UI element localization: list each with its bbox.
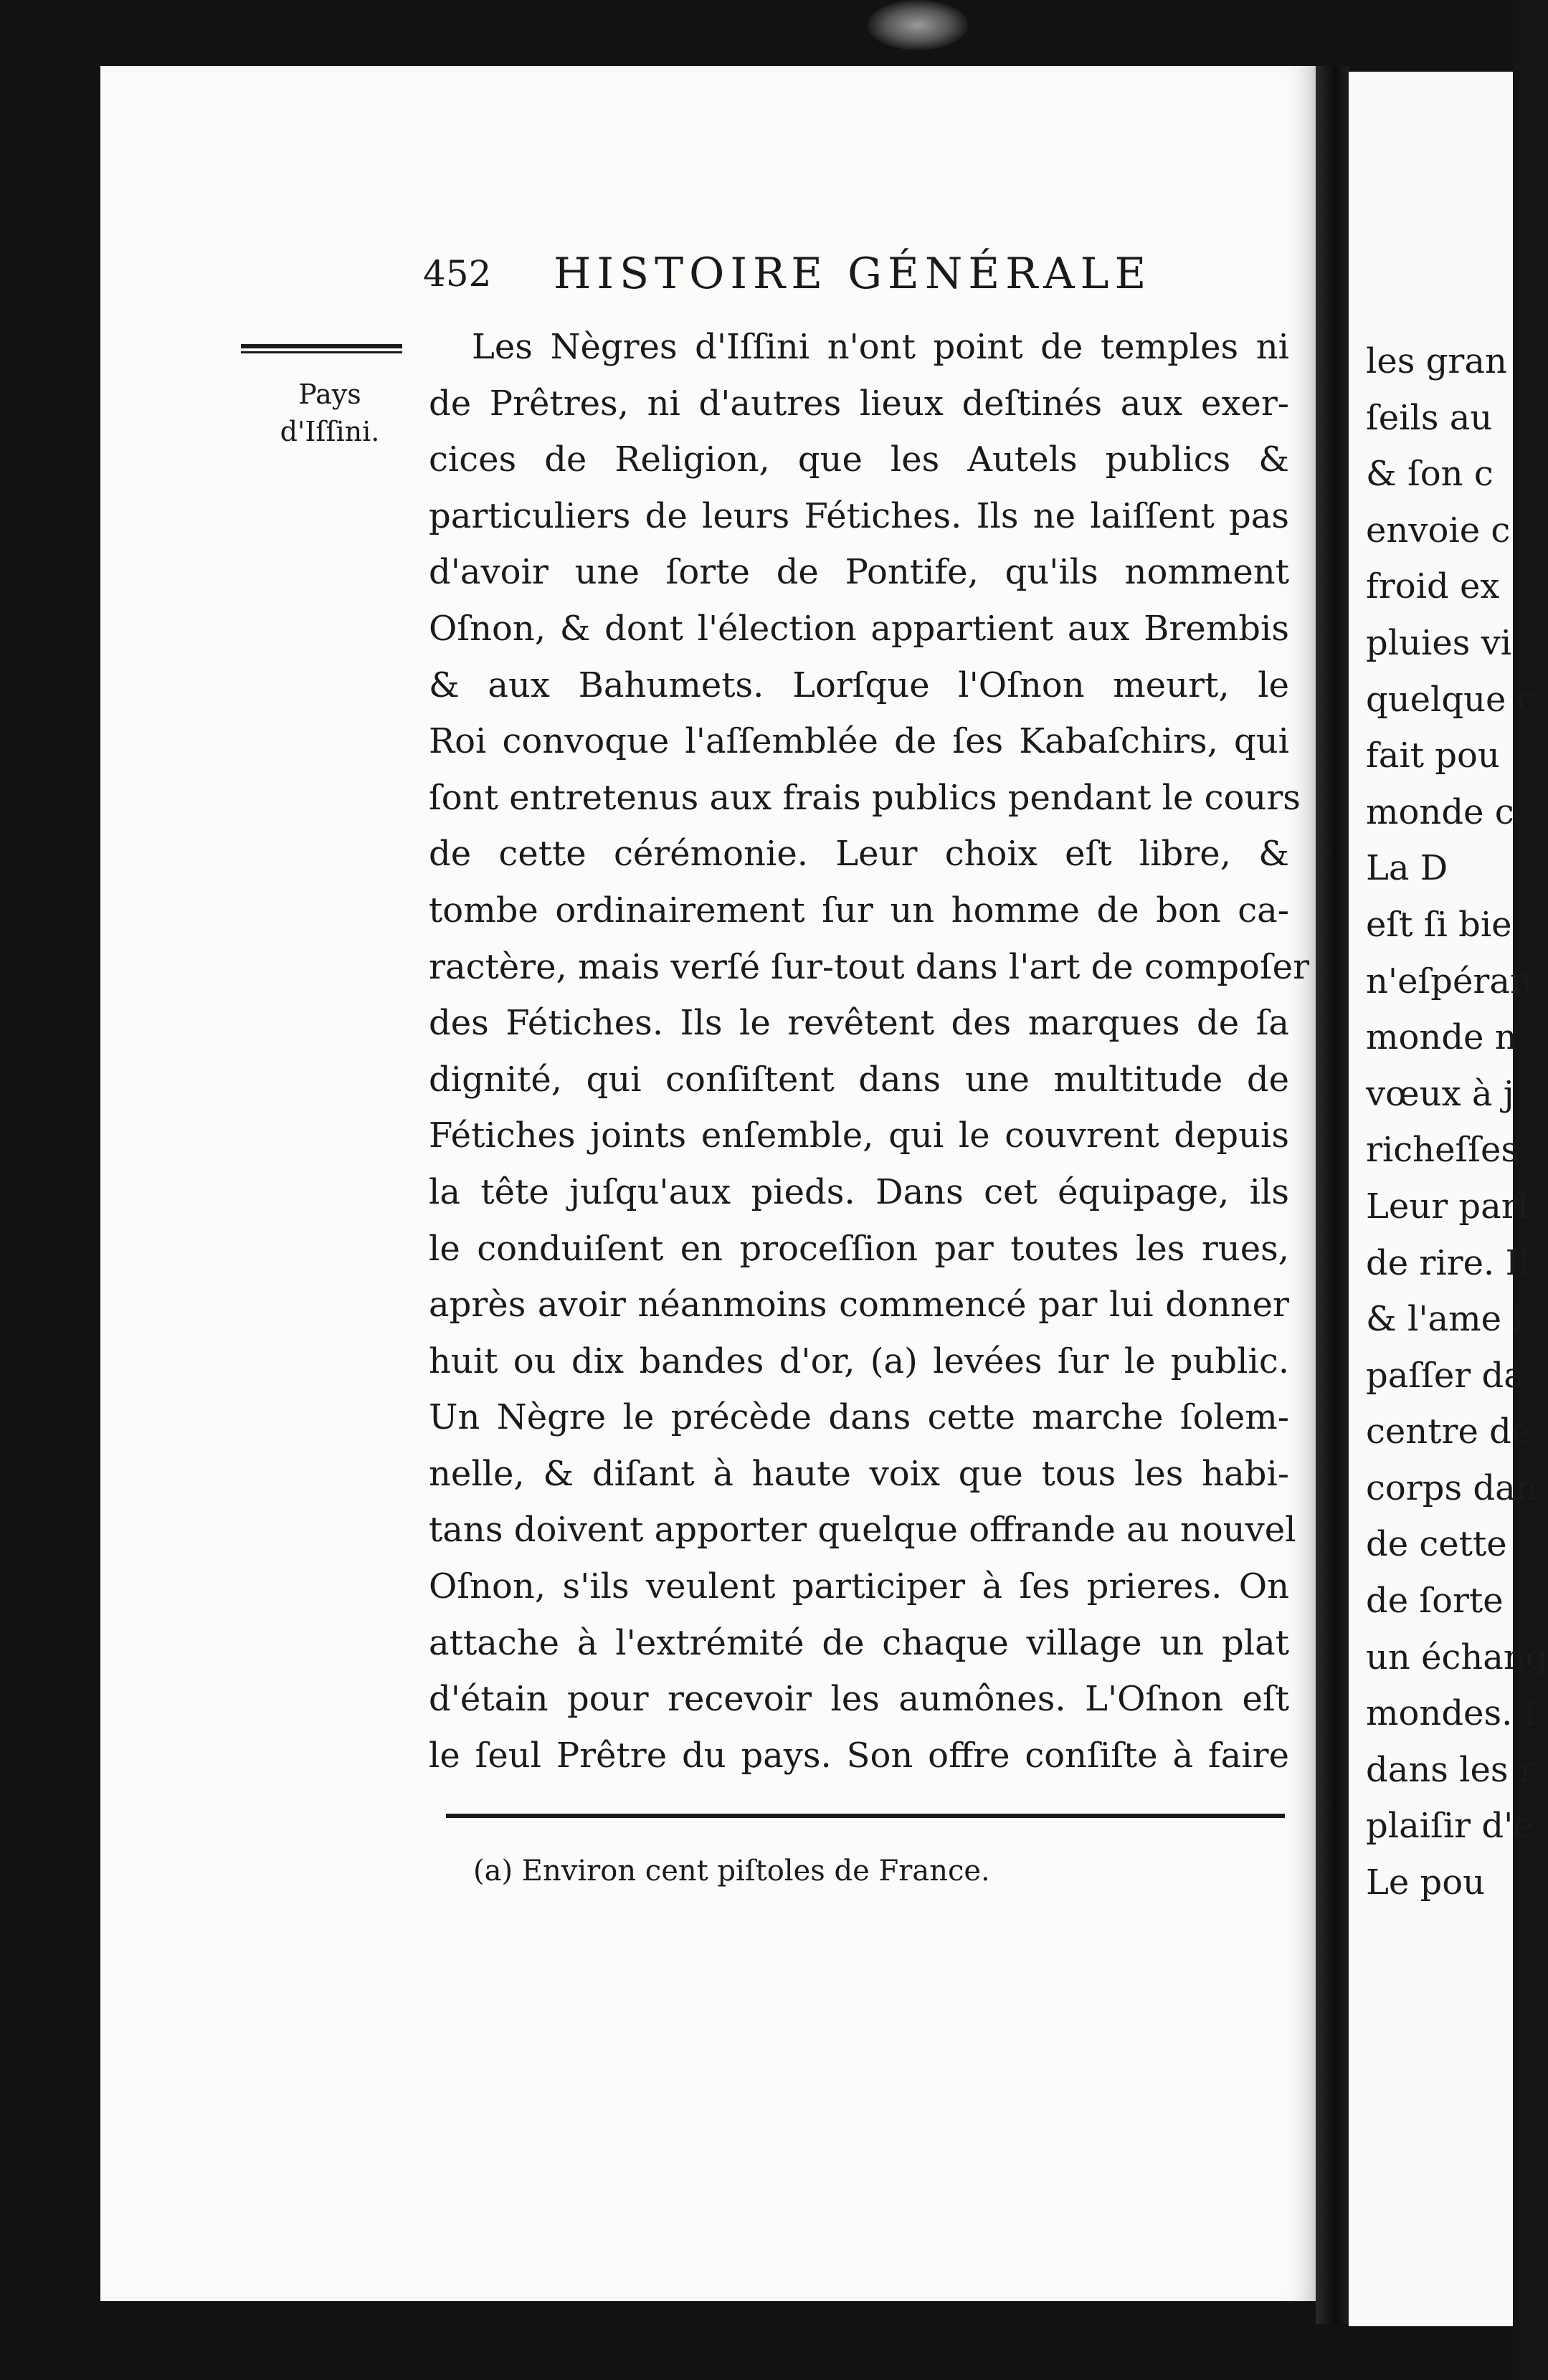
body-line: & aux Bahumets. Lorſque l'Oſnon meurt, le — [429, 665, 1289, 705]
book-gutter — [1316, 66, 1349, 2324]
body-line: la tête juſqu'aux pieds. Dans cet équipage, ils — [429, 1171, 1289, 1212]
body-line: d'avoir une ſorte de Pontife, qu'ils nomment — [429, 552, 1289, 593]
right-line: vœux à j — [1366, 1073, 1514, 1114]
body-line: Oſnon, s'ils veulent participer à ſes prieres. On — [429, 1566, 1289, 1607]
right-line: de ſorte — [1366, 1581, 1504, 1622]
right-line: paſſer da — [1366, 1355, 1524, 1396]
right-line: pluies vi — [1366, 622, 1512, 663]
right-page — [1349, 72, 1548, 2326]
right-line: de cette — [1366, 1524, 1507, 1565]
side-note-line: Pays — [298, 379, 361, 410]
right-page-text — [1366, 333, 1548, 1911]
right-line: richeſſes — [1366, 1130, 1519, 1171]
body-line: après avoir néanmoins commencé par lui donner — [429, 1285, 1289, 1325]
right-line: les gran — [1366, 341, 1507, 381]
body-line: tans doivent apporter quelque offrande au nouvel — [429, 1510, 1296, 1551]
body-line: des Fétiches. Ils le revêtent des marques de ſa — [429, 1003, 1289, 1044]
right-line: n'eſpéran — [1366, 961, 1532, 1001]
body-line: Les Nègres d'Iſſini n'ont point de temples ni — [472, 327, 1289, 367]
right-line: froid ex — [1366, 566, 1500, 607]
body-text — [429, 319, 1310, 1784]
right-line: & l'ame i — [1366, 1299, 1524, 1340]
right-line: mondes. I — [1366, 1693, 1537, 1734]
body-line: d'étain pour recevoir les aumônes. L'Oſnon eſt — [429, 1679, 1289, 1720]
body-line: ractère, mais verſé ſur-tout dans l'art de compoſer — [429, 946, 1310, 987]
body-line: nelle, & diſant à haute voix que tous les habi- — [429, 1453, 1289, 1494]
body-line: Fétiches joints enſemble, qui le couvrent depuis — [429, 1115, 1289, 1156]
footnote: (a) Environ cent piſtoles de France. — [473, 1855, 990, 1888]
body-line: particuliers de leurs Fétiches. Ils ne laiſſent pas — [429, 495, 1289, 536]
body-line: de cette cérémonie. Leur choix eſt libre, & — [429, 834, 1289, 875]
right-line: La D — [1366, 848, 1448, 889]
body-line: Roi convoque l'aſſemblée de ſes Kabaſchirs, qui — [429, 721, 1289, 762]
body-line: le conduiſent en proceſſion par toutes les rues, — [429, 1228, 1289, 1269]
body-line: de Prêtres, ni d'autres lieux deſtinés aux exer- — [429, 383, 1289, 424]
side-note-line: d'Iſſini. — [280, 416, 380, 447]
body-line: huit ou dix bandes d'or, (a) levées ſur le public. — [429, 1341, 1289, 1381]
running-head: HISTOIRE GÉNÉRALE — [554, 249, 1152, 299]
right-line: centre de — [1366, 1412, 1532, 1452]
right-line: Leur parl — [1366, 1186, 1529, 1227]
side-note — [258, 376, 402, 450]
side-note-rule — [241, 344, 402, 363]
right-line: quelque c — [1366, 679, 1537, 720]
footnote-rule — [446, 1814, 1285, 1818]
right-line: & ſon c — [1366, 454, 1494, 495]
body-line: Un Nègre le précède dans cette marche ſolem- — [429, 1397, 1289, 1438]
right-line: un échang — [1366, 1637, 1548, 1677]
body-line: Oſnon, & dont l'élection appartient aux Brembis — [429, 608, 1289, 649]
body-line: cices de Religion, que les Autels publics & — [429, 439, 1289, 480]
right-line: corps dan — [1366, 1467, 1538, 1508]
right-line: de rire. Il — [1366, 1242, 1530, 1283]
right-line: Le pou — [1366, 1862, 1486, 1903]
right-line: monde n — [1366, 1017, 1517, 1058]
body-line: dignité, qui conſiſtent dans une multitude de — [429, 1059, 1289, 1100]
right-line: ſeils au — [1366, 397, 1493, 438]
body-line: le ſeul Prêtre du pays. Son offre conſiſte à faire — [429, 1735, 1289, 1776]
right-line: fait pou — [1366, 736, 1500, 776]
scan-artifact — [868, 0, 968, 50]
body-line: ſont entretenus aux frais publics pendant le cours — [429, 777, 1301, 818]
right-line: envoie c — [1366, 510, 1511, 551]
body-line: tombe ordinairement ſur un homme de bon ca- — [429, 890, 1289, 930]
right-line: eſt ſi bie — [1366, 904, 1512, 945]
right-line: monde c — [1366, 791, 1514, 832]
right-line: dans les r — [1366, 1749, 1536, 1790]
body-line: attache à l'extrémité de chaque village un plat — [429, 1622, 1289, 1663]
page-number: 452 — [423, 253, 492, 295]
right-line: plaiſir d'ê — [1366, 1806, 1534, 1847]
